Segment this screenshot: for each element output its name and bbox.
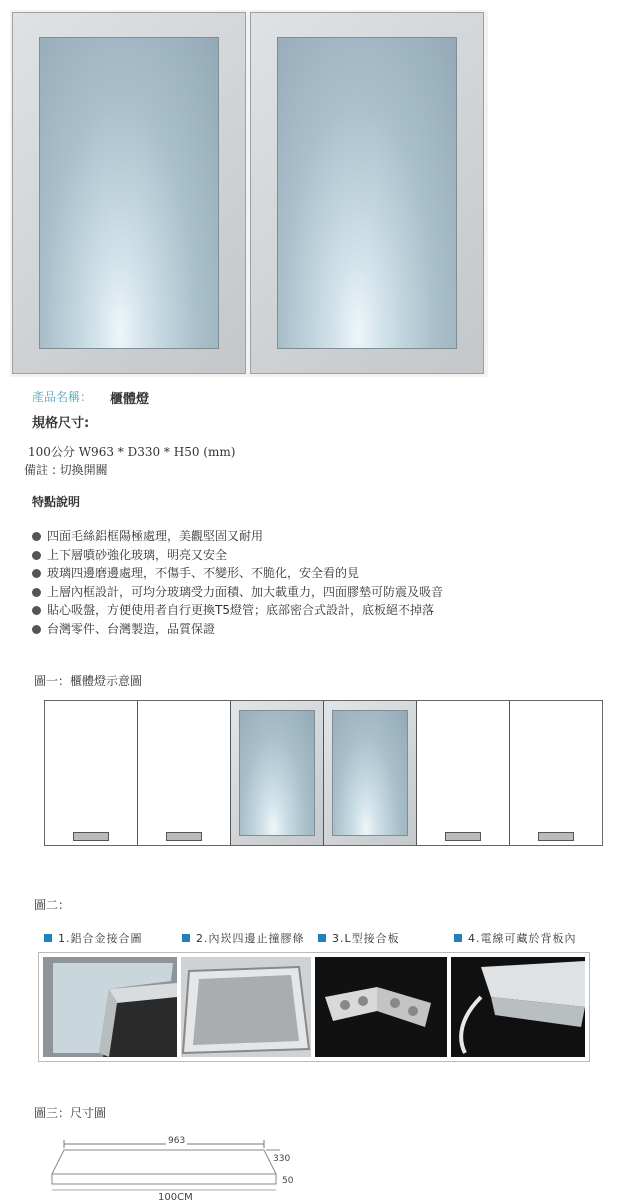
bullet-icon bbox=[32, 532, 41, 541]
spec-note: 備註 : 切換開關 bbox=[24, 463, 108, 477]
feature-item: 四面毛絲鋁框陽極處理，美觀堅固又耐用 bbox=[32, 527, 443, 546]
spec-title: 規格尺寸: bbox=[32, 416, 90, 431]
handle-icon bbox=[73, 832, 109, 841]
features-list bbox=[32, 527, 443, 638]
product-name-value: 櫃體燈 bbox=[110, 392, 150, 407]
cabinet-unit bbox=[45, 701, 138, 845]
frosted-glass-panel bbox=[277, 37, 457, 349]
handle-icon bbox=[538, 832, 574, 841]
figure3-title: 圖三：尺寸圖 bbox=[34, 1106, 107, 1120]
detail-label: 3.L型接合板 bbox=[318, 930, 400, 946]
feature-item: 玻璃四邊磨邊處理，不傷手、不變形、不脆化，安全看的見 bbox=[32, 564, 443, 583]
light-cabinet-unit bbox=[231, 701, 324, 845]
bullet-icon bbox=[32, 606, 41, 615]
detail-label: 2.內崁四邊止撞膠條 bbox=[182, 930, 305, 946]
light-cabinet-unit bbox=[324, 701, 417, 845]
width-dimension: 963 bbox=[168, 1136, 186, 1146]
cabinet-unit bbox=[417, 701, 510, 845]
square-bullet-icon bbox=[44, 934, 52, 942]
wiring-photo bbox=[451, 957, 585, 1057]
feature-item: 貼心吸盤，方便使用者自行更換T5燈管；底部密合式設計，底板絕不掉落 bbox=[32, 601, 443, 620]
cabinet-door-left bbox=[12, 12, 246, 374]
aluminum-joint-photo bbox=[43, 957, 177, 1057]
feature-item: 上層內框設計，可均分玻璃受力面積、加大載重力，四面膠墊可防震及吸音 bbox=[32, 583, 443, 602]
frosted-glass-panel bbox=[39, 37, 219, 349]
cabinet-diagram bbox=[44, 700, 603, 846]
feature-item: 台灣零件、台灣製造，品質保證 bbox=[32, 620, 443, 639]
detail-photos bbox=[38, 952, 590, 1062]
feature-item: 上下層噴砂強化玻璃，明亮又安全 bbox=[32, 546, 443, 565]
features-title: 特點說明 bbox=[32, 495, 81, 509]
product-image bbox=[10, 10, 488, 377]
cabinet-door-right bbox=[250, 12, 484, 374]
detail-label: 1.鋁合金接合圖 bbox=[44, 930, 143, 946]
handle-icon bbox=[166, 832, 202, 841]
bullet-icon bbox=[32, 551, 41, 560]
bullet-icon bbox=[32, 588, 41, 597]
bullet-icon bbox=[32, 569, 41, 578]
figure2-title: 圖二： bbox=[34, 898, 71, 912]
detail-label: 4.電線可藏於背板內 bbox=[454, 930, 577, 946]
cabinet-unit bbox=[138, 701, 231, 845]
spec-size: 100公分 W963 * D330 * H50 (mm) bbox=[28, 445, 236, 459]
product-name-label: 產品名稱： bbox=[32, 390, 93, 404]
bullet-icon bbox=[32, 625, 41, 634]
square-bullet-icon bbox=[318, 934, 326, 942]
square-bullet-icon bbox=[182, 934, 190, 942]
height-dimension: 50 bbox=[282, 1176, 294, 1186]
frosted-glass-panel bbox=[239, 710, 315, 836]
l-bracket-photo bbox=[315, 957, 447, 1057]
depth-dimension: 330 bbox=[273, 1154, 291, 1164]
handle-icon bbox=[445, 832, 481, 841]
square-bullet-icon bbox=[454, 934, 462, 942]
frosted-glass-panel bbox=[332, 710, 408, 836]
frame-bumper-photo bbox=[181, 957, 311, 1057]
length-label: 100CM bbox=[158, 1192, 193, 1203]
figure1-title: 圖一：櫃體燈示意圖 bbox=[34, 674, 143, 688]
cabinet-unit bbox=[510, 701, 602, 845]
